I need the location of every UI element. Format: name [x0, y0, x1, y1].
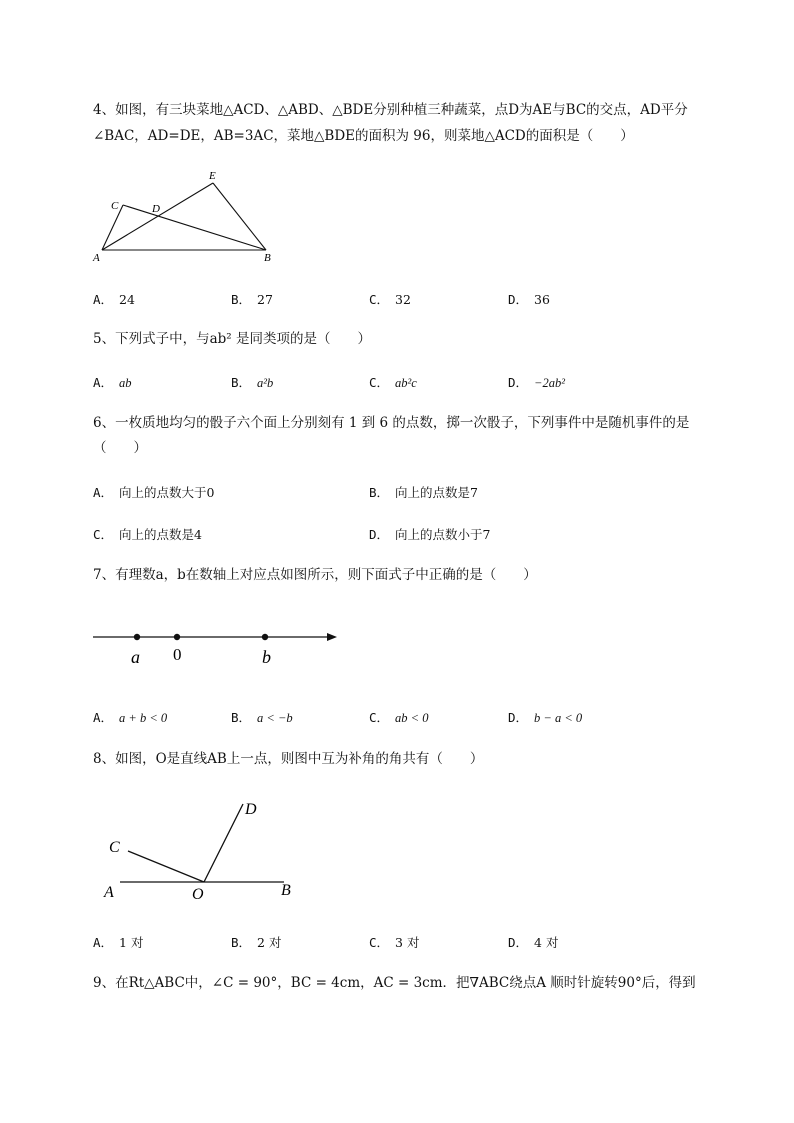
- q6-option-c[interactable]: C． 向上的点数是4: [93, 527, 202, 542]
- point-a-dot: [134, 634, 140, 640]
- q8-angle-figure: [95, 795, 305, 907]
- point-label-d: D: [152, 203, 160, 215]
- q5-option-d[interactable]: D． −2ab²: [508, 375, 565, 390]
- number-line-label-b: b: [262, 647, 271, 667]
- point-b-dot: [262, 634, 268, 640]
- q4-option-d[interactable]: D． 36: [508, 292, 550, 307]
- q8-option-b[interactable]: B． 2 对: [231, 935, 282, 950]
- point-label-d: D: [245, 801, 257, 818]
- q4-stem-line2: ∠BAC，AD=DE，AB=3AC，菜地△BDE的面积为 96，则菜地△ACD的面积是（ ）: [93, 128, 634, 144]
- q8-option-d[interactable]: D． 4 对: [508, 935, 559, 950]
- point-label-a: A: [104, 884, 114, 901]
- q6-option-a[interactable]: A． 向上的点数大于0: [93, 485, 215, 500]
- q7-option-d[interactable]: D． b − a < 0: [508, 710, 583, 725]
- q9-stem: 9、在Rt△ABC中，∠C = 90°，BC = 4cm，AC = 3cm．把∇ABC绕点A 顺时针旋转90°后，得到: [93, 975, 696, 991]
- q5-option-a[interactable]: A． ab: [93, 375, 132, 390]
- point-zero-dot: [174, 634, 180, 640]
- point-label-c: C: [109, 839, 120, 856]
- number-line-arrow-icon: [327, 633, 337, 641]
- q4-option-b[interactable]: B． 27: [231, 292, 273, 307]
- q6-option-b[interactable]: B． 向上的点数是7: [369, 485, 478, 500]
- segment-cb: [123, 205, 266, 250]
- q4-stem-line1: 4、如图，有三块菜地△ACD、△ABD、△BDE分别种植三种蔬菜，点D为AE与BC的交点，AD平分: [93, 102, 688, 118]
- segment-ae: [102, 183, 213, 250]
- q4-options: [93, 290, 713, 310]
- q4-option-a[interactable]: A． 24: [93, 292, 135, 307]
- q6-options-row1: [93, 483, 713, 503]
- number-line-label-zero: 0: [173, 645, 182, 664]
- q6-option-d[interactable]: D． 向上的点数小于7: [369, 527, 491, 542]
- point-label-b: B: [281, 882, 291, 899]
- point-label-c: C: [111, 200, 119, 212]
- q6-stem-line1: 6、一枚质地均匀的骰子六个面上分别刻有 1 到 6 的点数，掷一次骰子，下列事件中是随机事件的是: [93, 415, 690, 431]
- ray-oc: [128, 851, 204, 882]
- q8-option-a[interactable]: A． 1 对: [93, 935, 144, 950]
- q4-triangle-figure: [88, 165, 288, 270]
- q8-option-c[interactable]: C． 3 对: [369, 935, 420, 950]
- q7-number-line-figure: [88, 620, 348, 675]
- point-label-o: O: [192, 886, 204, 903]
- q7-option-a[interactable]: A． a + b < 0: [93, 710, 168, 725]
- q8-stem: 8、如图，O是直线AB上一点，则图中互为补角的角共有（ ）: [93, 751, 484, 767]
- number-line-label-a: a: [131, 647, 140, 667]
- q4-option-c[interactable]: C． 32: [369, 292, 411, 307]
- q7-options: [93, 708, 713, 728]
- q7-option-b[interactable]: B． a < −b: [231, 710, 293, 725]
- q5-options: [93, 373, 713, 393]
- point-label-a: A: [93, 252, 100, 264]
- q6-options-row2: [93, 525, 713, 545]
- q8-options: [93, 933, 713, 953]
- point-label-e: E: [209, 170, 216, 182]
- q6-stem-line2: （ ）: [93, 440, 147, 456]
- q5-option-b[interactable]: B． a²b: [231, 375, 274, 390]
- q5-stem: 5、下列式子中，与ab² 是同类项的是（ ）: [93, 331, 371, 347]
- q5-option-c[interactable]: C． ab²c: [369, 375, 417, 390]
- segment-eb: [213, 183, 266, 250]
- point-label-b: B: [264, 252, 271, 264]
- q7-stem: 7、有理数a，b在数轴上对应点如图所示，则下面式子中正确的是（ ）: [93, 567, 537, 583]
- q7-option-c[interactable]: C． ab < 0: [369, 710, 429, 725]
- ray-od: [204, 804, 243, 882]
